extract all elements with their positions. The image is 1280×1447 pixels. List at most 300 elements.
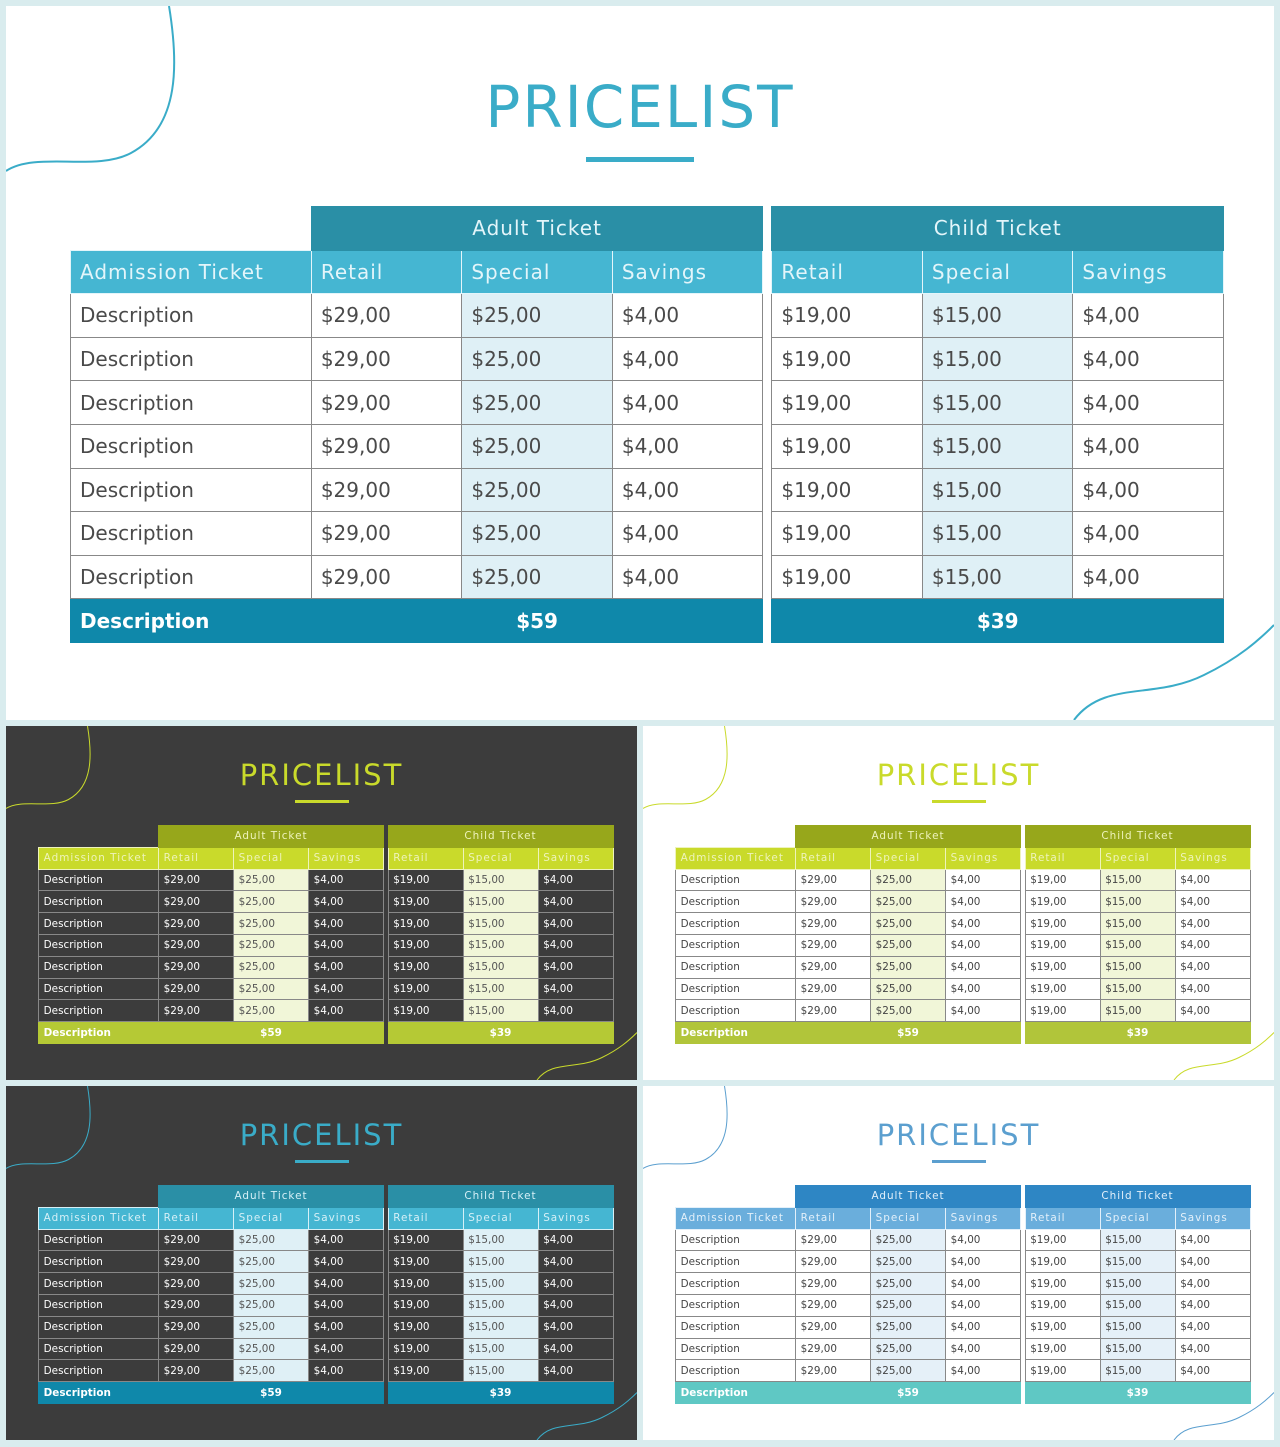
adult-retail-price: $29,00 <box>159 913 234 935</box>
child-special-price: $15,00 <box>1100 1229 1175 1251</box>
row-description: Description <box>39 1229 159 1251</box>
table-row <box>71 555 1224 599</box>
table-row <box>676 1251 1251 1273</box>
child-special-price: $15,00 <box>463 1251 538 1273</box>
adult-retail-price: $29,00 <box>796 1273 871 1295</box>
adult-total: $59 <box>159 1382 384 1404</box>
adult-ticket-header: Adult Ticket <box>311 207 763 251</box>
adult-retail-price: $29,00 <box>796 913 871 935</box>
child-savings-price: $4,00 <box>538 1338 613 1360</box>
child-savings-price: $4,00 <box>538 913 613 935</box>
child-savings-price: $4,00 <box>538 891 613 913</box>
pricelist-table <box>70 206 1224 643</box>
child-savings-price: $4,00 <box>1175 1338 1250 1360</box>
adult-special-price: $25,00 <box>871 1251 946 1273</box>
adult-special-price: $25,00 <box>234 1316 309 1338</box>
table-row <box>676 956 1251 978</box>
adult-retail-price: $29,00 <box>159 1229 234 1251</box>
table-row <box>71 337 1224 381</box>
adult-savings-price: $4,00 <box>309 1360 384 1382</box>
row-description: Description <box>676 891 796 913</box>
adult-savings-price: $4,00 <box>612 381 763 425</box>
row-description: Description <box>39 978 159 1000</box>
child-retail-price: $19,00 <box>388 913 463 935</box>
table-row <box>676 1273 1251 1295</box>
child-special-price: $15,00 <box>922 468 1073 512</box>
adult-special-price: $25,00 <box>871 1360 946 1382</box>
adult-retail-price: $29,00 <box>159 891 234 913</box>
adult-retail-price: $29,00 <box>159 1360 234 1382</box>
adult-special-price: $25,00 <box>871 891 946 913</box>
adult-savings-price: $4,00 <box>309 913 384 935</box>
group-header-row <box>71 207 1224 251</box>
adult-retail-price: $29,00 <box>796 1294 871 1316</box>
adult-special-price: $25,00 <box>462 424 613 468</box>
child-special-price: $15,00 <box>1100 1273 1175 1295</box>
child-savings-price: $4,00 <box>1175 913 1250 935</box>
row-description: Description <box>39 1273 159 1295</box>
child-special-price: $15,00 <box>1100 891 1175 913</box>
column-header-row <box>71 250 1224 294</box>
adult-savings-header: Savings <box>946 847 1021 869</box>
row-description: Description <box>676 1000 796 1022</box>
total-row <box>39 1382 614 1404</box>
adult-retail-price: $29,00 <box>311 381 462 425</box>
adult-savings-price: $4,00 <box>946 1338 1021 1360</box>
adult-savings-price: $4,00 <box>612 294 763 338</box>
child-savings-price: $4,00 <box>1073 381 1224 425</box>
row-gap <box>763 424 772 468</box>
child-total: $39 <box>1025 1382 1250 1404</box>
admission-ticket-header: Admission Ticket <box>39 1207 159 1229</box>
table-row <box>39 1338 614 1360</box>
total-row <box>39 1022 614 1044</box>
pricelist-table <box>38 1185 614 1404</box>
table-row <box>71 468 1224 512</box>
row-description: Description <box>71 468 312 512</box>
table-row <box>676 978 1251 1000</box>
adult-ticket-header: Adult Ticket <box>796 1186 1021 1208</box>
child-retail-price: $19,00 <box>388 1229 463 1251</box>
child-special-price: $15,00 <box>463 1360 538 1382</box>
group-gap <box>763 207 772 251</box>
child-retail-price: $19,00 <box>1025 1316 1100 1338</box>
row-description: Description <box>71 294 312 338</box>
child-savings-price: $4,00 <box>538 934 613 956</box>
adult-special-price: $25,00 <box>462 381 613 425</box>
adult-savings-price: $4,00 <box>946 1273 1021 1295</box>
group-header-row <box>676 826 1251 848</box>
adult-special-price: $25,00 <box>871 956 946 978</box>
title-underline <box>295 800 349 803</box>
page-title: PRICELIST <box>876 758 1041 792</box>
child-special-header: Special <box>922 250 1073 294</box>
adult-total: $59 <box>311 599 763 643</box>
table-row <box>39 891 614 913</box>
table-row <box>39 978 614 1000</box>
child-savings-price: $4,00 <box>1175 1360 1250 1382</box>
adult-special-price: $25,00 <box>462 512 613 556</box>
child-retail-price: $19,00 <box>1025 1360 1100 1382</box>
child-retail-price: $19,00 <box>772 555 923 599</box>
child-special-header: Special <box>463 1207 538 1229</box>
row-description: Description <box>676 1229 796 1251</box>
adult-special-price: $25,00 <box>234 956 309 978</box>
table-row <box>71 512 1224 556</box>
adult-retail-price: $29,00 <box>796 869 871 891</box>
child-savings-price: $4,00 <box>1175 1251 1250 1273</box>
adult-retail-price: $29,00 <box>311 555 462 599</box>
adult-savings-price: $4,00 <box>946 978 1021 1000</box>
table-row <box>676 1294 1251 1316</box>
row-description: Description <box>39 1316 159 1338</box>
child-special-price: $15,00 <box>463 1338 538 1360</box>
child-retail-price: $19,00 <box>388 1000 463 1022</box>
slide-blue-light <box>643 1086 1274 1440</box>
total-gap <box>763 599 772 643</box>
blank-cell <box>71 207 312 251</box>
child-special-price: $15,00 <box>463 978 538 1000</box>
total-row <box>676 1382 1251 1404</box>
adult-ticket-header: Adult Ticket <box>159 826 384 848</box>
adult-retail-header: Retail <box>796 847 871 869</box>
row-description: Description <box>676 956 796 978</box>
page-title: PRICELIST <box>239 1118 404 1152</box>
page-title: PRICELIST <box>239 758 404 792</box>
adult-retail-price: $29,00 <box>159 1316 234 1338</box>
table-row <box>676 934 1251 956</box>
child-savings-header: Savings <box>1175 847 1250 869</box>
table-row <box>676 1229 1251 1251</box>
child-savings-price: $4,00 <box>1175 934 1250 956</box>
adult-retail-price: $29,00 <box>311 512 462 556</box>
adult-special-price: $25,00 <box>234 1000 309 1022</box>
child-savings-price: $4,00 <box>1073 512 1224 556</box>
child-ticket-header: Child Ticket <box>1025 1186 1250 1208</box>
child-retail-price: $19,00 <box>1025 1229 1100 1251</box>
row-description: Description <box>676 934 796 956</box>
adult-savings-price: $4,00 <box>946 1316 1021 1338</box>
child-retail-price: $19,00 <box>1025 978 1100 1000</box>
adult-retail-price: $29,00 <box>796 891 871 913</box>
child-savings-price: $4,00 <box>1175 891 1250 913</box>
adult-retail-price: $29,00 <box>796 1316 871 1338</box>
adult-savings-price: $4,00 <box>946 1229 1021 1251</box>
child-savings-price: $4,00 <box>538 1360 613 1382</box>
child-savings-price: $4,00 <box>538 978 613 1000</box>
child-retail-price: $19,00 <box>388 869 463 891</box>
adult-savings-price: $4,00 <box>309 978 384 1000</box>
adult-savings-price: $4,00 <box>612 512 763 556</box>
child-special-price: $15,00 <box>463 1294 538 1316</box>
total-row <box>71 599 1224 643</box>
row-gap <box>763 337 772 381</box>
adult-retail-price: $29,00 <box>796 1251 871 1273</box>
blank-cell <box>676 1186 796 1208</box>
adult-savings-price: $4,00 <box>309 1000 384 1022</box>
child-special-header: Special <box>463 847 538 869</box>
slide-lime-light <box>643 726 1274 1080</box>
adult-savings-price: $4,00 <box>309 956 384 978</box>
admission-ticket-header: Admission Ticket <box>39 847 159 869</box>
table-row <box>71 381 1224 425</box>
table-row <box>39 956 614 978</box>
child-retail-header: Retail <box>772 250 923 294</box>
child-ticket-header: Child Ticket <box>1025 826 1250 848</box>
adult-special-header: Special <box>871 1207 946 1229</box>
table-row <box>71 424 1224 468</box>
adult-retail-price: $29,00 <box>159 869 234 891</box>
row-gap <box>763 512 772 556</box>
child-savings-price: $4,00 <box>1175 1000 1250 1022</box>
child-retail-price: $19,00 <box>388 1273 463 1295</box>
table-row <box>39 913 614 935</box>
child-retail-price: $19,00 <box>1025 1000 1100 1022</box>
child-special-price: $15,00 <box>922 381 1073 425</box>
child-savings-price: $4,00 <box>1175 956 1250 978</box>
title-underline <box>932 800 986 803</box>
child-retail-price: $19,00 <box>388 956 463 978</box>
child-retail-price: $19,00 <box>1025 956 1100 978</box>
adult-special-price: $25,00 <box>871 978 946 1000</box>
adult-savings-price: $4,00 <box>946 956 1021 978</box>
group-header-row <box>39 826 614 848</box>
adult-total: $59 <box>796 1382 1021 1404</box>
adult-retail-price: $29,00 <box>311 468 462 512</box>
child-special-price: $15,00 <box>1100 913 1175 935</box>
child-savings-price: $4,00 <box>1175 1316 1250 1338</box>
table-row <box>39 1316 614 1338</box>
table-row <box>676 913 1251 935</box>
child-savings-price: $4,00 <box>1175 869 1250 891</box>
row-description: Description <box>676 1273 796 1295</box>
adult-special-price: $25,00 <box>234 1251 309 1273</box>
adult-retail-price: $29,00 <box>159 1294 234 1316</box>
adult-retail-price: $29,00 <box>159 934 234 956</box>
child-retail-price: $19,00 <box>772 381 923 425</box>
child-retail-price: $19,00 <box>1025 869 1100 891</box>
row-description: Description <box>71 381 312 425</box>
child-savings-price: $4,00 <box>1073 555 1224 599</box>
table-row <box>39 869 614 891</box>
child-retail-price: $19,00 <box>772 424 923 468</box>
adult-retail-header: Retail <box>159 1207 234 1229</box>
adult-total: $59 <box>796 1022 1021 1044</box>
child-special-header: Special <box>1100 1207 1175 1229</box>
adult-special-price: $25,00 <box>234 913 309 935</box>
child-special-price: $15,00 <box>1100 956 1175 978</box>
child-savings-price: $4,00 <box>538 1000 613 1022</box>
adult-special-price: $25,00 <box>234 1273 309 1295</box>
child-special-price: $15,00 <box>463 913 538 935</box>
adult-retail-price: $29,00 <box>159 1338 234 1360</box>
child-retail-price: $19,00 <box>772 512 923 556</box>
child-retail-price: $19,00 <box>388 1251 463 1273</box>
page-title: PRICELIST <box>876 1118 1041 1152</box>
child-special-price: $15,00 <box>1100 1316 1175 1338</box>
adult-special-price: $25,00 <box>462 294 613 338</box>
child-retail-price: $19,00 <box>388 934 463 956</box>
adult-savings-header: Savings <box>309 847 384 869</box>
column-gap <box>763 250 772 294</box>
table-row <box>39 934 614 956</box>
pricelist-table <box>675 1185 1251 1404</box>
child-savings-price: $4,00 <box>538 1294 613 1316</box>
adult-savings-header: Savings <box>309 1207 384 1229</box>
row-description: Description <box>676 1251 796 1273</box>
table-row <box>676 1360 1251 1382</box>
adult-special-price: $25,00 <box>871 913 946 935</box>
child-retail-header: Retail <box>1025 847 1100 869</box>
child-special-price: $15,00 <box>463 869 538 891</box>
child-special-price: $15,00 <box>922 424 1073 468</box>
adult-special-price: $25,00 <box>234 934 309 956</box>
child-retail-price: $19,00 <box>1025 1338 1100 1360</box>
adult-special-header: Special <box>234 847 309 869</box>
adult-retail-price: $29,00 <box>796 1229 871 1251</box>
child-savings-price: $4,00 <box>538 956 613 978</box>
child-retail-price: $19,00 <box>772 337 923 381</box>
slide-teal-light <box>6 6 1274 720</box>
table-row <box>39 1273 614 1295</box>
child-retail-price: $19,00 <box>388 1338 463 1360</box>
row-gap <box>763 468 772 512</box>
adult-special-price: $25,00 <box>234 1360 309 1382</box>
child-special-price: $15,00 <box>463 1273 538 1295</box>
pricelist-table <box>675 825 1251 1044</box>
title-underline <box>295 1160 349 1163</box>
adult-savings-price: $4,00 <box>946 1251 1021 1273</box>
row-description: Description <box>676 1338 796 1360</box>
adult-savings-price: $4,00 <box>946 1000 1021 1022</box>
child-savings-header: Savings <box>538 847 613 869</box>
slide-teal-dark <box>6 1086 637 1440</box>
child-special-price: $15,00 <box>1100 1294 1175 1316</box>
group-header-row <box>39 1186 614 1208</box>
row-description: Description <box>71 512 312 556</box>
column-header-row <box>39 847 614 869</box>
table-row <box>676 1338 1251 1360</box>
column-header-row <box>676 847 1251 869</box>
group-header-row <box>676 1186 1251 1208</box>
adult-savings-price: $4,00 <box>309 1338 384 1360</box>
child-retail-price: $19,00 <box>772 294 923 338</box>
adult-savings-price: $4,00 <box>309 891 384 913</box>
adult-savings-price: $4,00 <box>309 1251 384 1273</box>
adult-special-price: $25,00 <box>234 891 309 913</box>
page-title: PRICELIST <box>485 73 795 141</box>
table-row <box>676 1316 1251 1338</box>
row-description: Description <box>39 1251 159 1273</box>
table-row <box>676 869 1251 891</box>
child-retail-price: $19,00 <box>1025 1273 1100 1295</box>
adult-savings-header: Savings <box>946 1207 1021 1229</box>
adult-savings-price: $4,00 <box>612 555 763 599</box>
adult-ticket-header: Adult Ticket <box>159 1186 384 1208</box>
adult-retail-price: $29,00 <box>796 1000 871 1022</box>
row-description: Description <box>676 913 796 935</box>
row-description: Description <box>39 1294 159 1316</box>
adult-special-price: $25,00 <box>871 1229 946 1251</box>
table-row <box>39 1360 614 1382</box>
child-special-price: $15,00 <box>922 555 1073 599</box>
child-ticket-header: Child Ticket <box>388 826 613 848</box>
row-gap <box>763 381 772 425</box>
adult-special-price: $25,00 <box>871 1338 946 1360</box>
adult-retail-header: Retail <box>311 250 462 294</box>
adult-retail-price: $29,00 <box>796 1338 871 1360</box>
adult-special-price: $25,00 <box>871 1316 946 1338</box>
row-description: Description <box>39 1338 159 1360</box>
total-label: Description <box>676 1382 796 1404</box>
table-row <box>39 1251 614 1273</box>
child-savings-header: Savings <box>1175 1207 1250 1229</box>
child-retail-price: $19,00 <box>1025 1251 1100 1273</box>
child-retail-price: $19,00 <box>388 1294 463 1316</box>
child-savings-price: $4,00 <box>1073 337 1224 381</box>
child-total: $39 <box>388 1382 613 1404</box>
row-description: Description <box>39 869 159 891</box>
child-special-price: $15,00 <box>463 891 538 913</box>
child-retail-price: $19,00 <box>1025 1294 1100 1316</box>
adult-special-price: $25,00 <box>871 869 946 891</box>
adult-retail-price: $29,00 <box>796 978 871 1000</box>
child-savings-price: $4,00 <box>1175 1229 1250 1251</box>
child-retail-price: $19,00 <box>1025 913 1100 935</box>
adult-special-price: $25,00 <box>462 555 613 599</box>
child-special-price: $15,00 <box>1100 1000 1175 1022</box>
adult-savings-price: $4,00 <box>309 1316 384 1338</box>
child-special-price: $15,00 <box>1100 869 1175 891</box>
row-description: Description <box>71 555 312 599</box>
column-header-row <box>676 1207 1251 1229</box>
child-special-price: $15,00 <box>463 1229 538 1251</box>
child-retail-header: Retail <box>1025 1207 1100 1229</box>
adult-savings-price: $4,00 <box>309 1294 384 1316</box>
child-retail-price: $19,00 <box>388 891 463 913</box>
child-retail-price: $19,00 <box>1025 891 1100 913</box>
child-special-price: $15,00 <box>922 337 1073 381</box>
blank-cell <box>39 1186 159 1208</box>
child-retail-price: $19,00 <box>1025 934 1100 956</box>
child-special-price: $15,00 <box>922 294 1073 338</box>
admission-ticket-header: Admission Ticket <box>71 250 312 294</box>
child-total: $39 <box>1025 1022 1250 1044</box>
slide-lime-dark <box>6 726 637 1080</box>
total-row <box>676 1022 1251 1044</box>
row-gap <box>763 294 772 338</box>
child-total: $39 <box>772 599 1224 643</box>
adult-savings-header: Savings <box>612 250 763 294</box>
row-description: Description <box>676 1294 796 1316</box>
adult-savings-price: $4,00 <box>612 424 763 468</box>
row-gap <box>763 555 772 599</box>
total-label: Description <box>71 599 312 643</box>
total-label: Description <box>39 1382 159 1404</box>
adult-retail-price: $29,00 <box>159 956 234 978</box>
child-savings-price: $4,00 <box>1175 978 1250 1000</box>
adult-savings-price: $4,00 <box>946 934 1021 956</box>
adult-retail-price: $29,00 <box>159 978 234 1000</box>
adult-total: $59 <box>159 1022 384 1044</box>
child-savings-price: $4,00 <box>538 869 613 891</box>
adult-special-price: $25,00 <box>234 1338 309 1360</box>
blank-cell <box>676 826 796 848</box>
table-row <box>71 294 1224 338</box>
adult-special-header: Special <box>462 250 613 294</box>
adult-special-price: $25,00 <box>871 1000 946 1022</box>
child-special-header: Special <box>1100 847 1175 869</box>
